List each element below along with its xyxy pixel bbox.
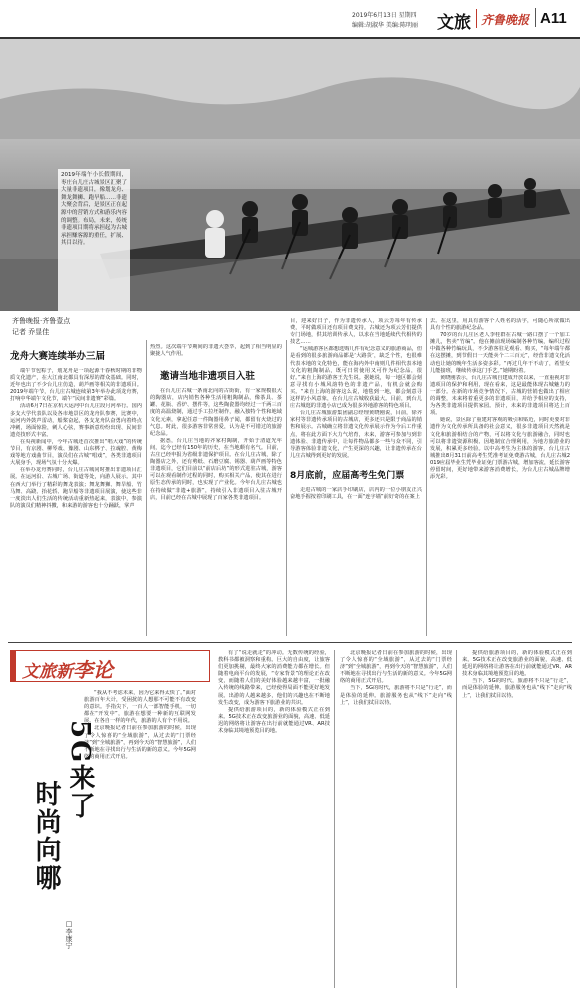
column-paragraph: 北京晚报记者日前在参加旅游的时候，出现了令人惊喜的“全域旅游”，从过去的“门票经济”到“全城旅游”，再到今天的“智慧旅游”，人们不断地在寻找出行与生活的新的意义。今年5G网络的商用正式开启。 <box>340 650 452 685</box>
col3-paragraph: 目，迎来好日子，作为非遗传承人，项云芳每年有传承费，平时做项目还有项目费支持。古城还为项云芳们提供专门场地，供其培训传承人，以求在当地延续代代相传的技艺…… <box>290 318 422 346</box>
column-2 <box>150 340 282 640</box>
column-paragraph: 当下，5G的时代，旅游将不只是“行走”，而是体验的延伸。旅游服务也从“线下”走向“线上”，让我们拭目以待。 <box>462 678 572 699</box>
col3-paragraph: “运城游客区都想选购几件有纪念意义的旅游商品，但是看到的很多旅游商品都是‘大路货’，缺乏个性，也很难代表本地的文化特色，能在海内外中南则几件相代表本地文化的粗陶制品，既可日常使用又可作为纪念品，很好。”来自上海的游客王先生说。据她说，每一地区都会刻意寻找有小城风韵特色的非遗产品，有机会就会购买。“来自上海的游客这么说，地毯到一地，都会刻意寻这样的小风意象，在台儿庄古城收获最大。目前，到台儿庄古城逛的非遗小店已成为很多外地游客的特色项目。 <box>290 346 422 410</box>
column-paragraph: 当下，5G的时代，旅游将不只是“行走”，而是体验的延伸。旅游服务也从“线下”走向“线上”，让我们拭目以待。 <box>340 685 452 706</box>
header-editor: 编辑:胡淑华 美编:陈明丽 <box>352 22 418 29</box>
subhead-heritage-stores: 邀请当地非遗项目入驻 <box>160 371 256 383</box>
col1-paragraph: 端午节包粽子，划龙舟是一项起源千春秋时期的非物质文化遗产，在大江南北都具有深厚的群众基础。同时，近年也出了不少台儿庄仿造，葫芦画等相关的非遗项目。2019年端午节，台儿庄古城连续第3年举办此项龙舟赛，打响中华端午文化节，端午“民间非遗赛”彩篇。 <box>10 368 142 403</box>
byline-source: 齐鲁晚报·齐鲁壹点 <box>12 317 71 325</box>
header-bar <box>0 0 580 38</box>
section-label: 文旅 <box>437 13 471 33</box>
column-banner-accent: 李论 <box>73 658 113 682</box>
col2-paragraph: 在台儿庄古城一条南北向的古街街，有一家规模很大的陶器店，店内销售各种生活用粗陶制品，像茶具、茶罐、花瓶、香炉、摆件等，这些陶瓷器均经过一千两三百度的高温烧制，通过手工拉坯制作，融入独特个性和地域文化元素，拿起任意一件陶器用鼻子闻，都留有火烧过的气息。时此，很多游客非常喜爱，认为是不可错过的旅游纪念品。 <box>150 388 282 437</box>
dragon-boat-photo <box>0 39 580 311</box>
column-4 <box>430 318 570 640</box>
column-author: □李康宁 <box>65 920 73 949</box>
page-number-text: A11 <box>540 10 567 27</box>
column-text-d <box>462 650 572 990</box>
col2-paragraph: 据悉，台儿庄当地的齐家村陶制，开始于清道光年间，迄今已经有150年的历史，在当地颇有名气。目前，古庄已经申报为省级非遗保护项目。在台儿庄古城，除了陶器店之外，还有剪纸、石磨豆腐、锡器、葫芦画等特色非遗项目，它们目前以“前店后坊”的形式进驻古城，游客可以在观看制作过程的同时，购买相关产品，使其在进行原生态传承的同时，也实现了产业化。今年台儿庄古城也在持续做“非遗+旅游”，持续引入非遗项目入驻古城开店，目前已经在古城中展现了百家各类非遗项目。 <box>150 437 282 501</box>
col4-paragraph: 去。在这里，用具有游客个人姓名的活字，可随心所欲做出具有个性的旅游纪念品。 <box>430 318 570 332</box>
vertical-title-1: 5G来了 <box>65 720 95 821</box>
column-3 <box>290 318 422 640</box>
column-divider <box>286 340 287 636</box>
page-number <box>535 8 567 27</box>
column-divider <box>334 650 335 988</box>
col1-paragraph: 在央视新闻中，今年古城还首次推出“唱大戏”的传统节目，有京剧、柳琴戏、豫剧、山东梆子、拉魂腔、黄梅戏等地方戏曲节目，演员们在古城“唱戏”，各类非遗项目大展身手，现场气氛十分火爆。 <box>10 438 142 467</box>
column-paragraph: 提供给旅游项目的，新的体验模式正在到来。5G技术正在改变旅游业的面貌，高速、低延迟的网络将让游客在出行前就能通过VR、AR技术身临其境地预览目的地。 <box>218 706 330 735</box>
col2-paragraph: 热烈。这次端午节期间的非遗大荟萃，起到了相当明显的聚拢人气作用。 <box>150 344 282 358</box>
byline-reporter: 记者 乔显佳 <box>12 328 50 336</box>
subhead-dragon-boat: 龙舟大赛连续举办三届 <box>10 351 106 362</box>
column-divider <box>426 318 427 636</box>
vertical-title-2: 时尚向哪 <box>31 780 61 892</box>
column-divider <box>146 340 147 636</box>
col1-paragraph: 活动6月7日在京杭大运河中台儿庄段月河举行。国内多支大学代表队以及各市地景区的龙舟队参赛，比赛中，运河内外鼓声雷动，船桨奋起，各支龙舟队奋勇向着终点冲刺，场面惊险，刺人心弦，赛事新意纷纷出现、民间非遗竞技形式丰富。 <box>10 403 142 438</box>
column-paragraph: 北京晚报记者日前在参加旅游的时候，出现了令人惊喜的“全域旅游”，从过去的“门票经济”到“全城旅游”，再到今天的“智慧旅游”，人们不断地在寻找出行与生活的新的意义。今年5G网络的商用正式开启。 <box>84 725 196 760</box>
column-banner <box>10 650 210 682</box>
col1-paragraph: 在举办龙舟赛同时，台儿庄古城同时推出非遗项目汇展。在运河沿、古城广场、街道等处，向游人展示。其中在西大门举行了精彩的舞龙表演；舞龙舞狮、舞旱船、竹马舞、高跷、抬花轿、跑旱船等非遗项目展演，使这些非一度淡出人们生活的传统活动重新热起来，表演中，参演队的演员们精神抖擞，和来游的游客也十分踊跃，掌声 <box>10 467 142 509</box>
col3-paragraph: 台儿庄古城旅游集团副总经理黄晓刚说，目前，徐齐家村等非遗传承项目的古城店，更多还只是限于商品的销售和展示。古城确立将非遗文化传承展示作为今后工作重点，将在此方面下大力气培育，未来，游客可参加与到非遗体验、非遗传承中，让每件物品都多一些与众不同，引导游客体验非遗文化，产生更深的兴趣，让非遗传承在台儿庄古城得到更好的发展。 <box>290 410 422 459</box>
col4-paragraph: 70岁的台儿庄区老人李桂群在古城一路口摆了一个加工摊儿，售卖“竹编”。他在摊前现场编制各种竹编，编织过程中做各种竹编玩具，不少游客驻足观看、购买，“每年端午都在这摆摊，到节假日一天能卖个二三百元”，经营非遗文化活动也让她的晚年生活多姿多彩。“再过几年干不动了，希望女儿能接班，继续传承这门手艺。”她期盼着。 <box>430 332 570 374</box>
column-paragraph: “我从不考虑未来，因为它来得太快了。”面对旅游百年大计，受困扰的人想那不可能不有改变的意识。手指尖下，一百人一部智能手机，一切都在“开发中”，旅游在想要一种新的互联网发展。在各自一样的年代，旅游的人有个不用说。 <box>84 690 196 725</box>
col3-paragraph: 走进古城的一家店手印刷店，店内的一位小朋友正兴奋地手握按着印刷工具，在一面“连字墙”前好奇的在案上 <box>290 486 422 500</box>
photo-caption: 2019年端午小长假期间，枣庄台儿庄古城景区汇聚了大量非遗项目，像划龙舟、舞龙舞狮、跑旱船……非遗大聚会背后，是景区正在起源中的营销方式和游乐内容的调整。布局，未来，传统非遗项目期将承担起为古城承担赚客源的重任，扩展、其目以待。 <box>61 172 128 247</box>
column-banner-text: 文旅新 <box>22 662 73 682</box>
col4-paragraph: 黄晓刚表示，台儿庄古城自建成开放以来，一直重视对非遗项目的保护和利用，现在看来，这是最能体现古城魅力的一部分。在新的市场竞争情况下，古城的营销也做出了相应的调整，未来将着重更多的非遗项目，并给予相应的支持，为各类非遗项目提供家园。预计，未来的非遗项目将达上百项。 <box>430 374 570 417</box>
photo-caption-box <box>58 169 130 311</box>
column-paragraph: 提供给旅游项目的，新的体验模式正在到来。5G技术正在改变旅游业的面貌，高速、低延迟的网络将让游客在出行前就能通过VR、AR技术身临其境地预览目的地。 <box>462 650 572 678</box>
column-divider <box>456 650 457 988</box>
column-text-a <box>84 690 196 990</box>
header-date: 2019年6月13日 星期四 <box>352 12 417 19</box>
section-divider <box>8 642 572 643</box>
column-text-c <box>340 650 452 990</box>
col4-paragraph: 她说，景区除了重建对客观的吸引和贴近，同时更要对非遗作为文化传承所具备的社会意义，很多非遗项目天然就是文化和旅游相结合的产物，可以将文化与旅游融合，同时也可以将非遗资源积极、因地制宜合理利用，为地方旅游业的发展，积累更多经验。以中高考生为主体的游客，台儿庄古城推出8月31日前高考生凭准考证免费游古城，台儿庄古城2019应届毕业生凭毕业证免门票游古城，增加客流，延长游客停留时间，更好地带来游客消费增长，为台儿庄古城品牌增添光彩。 <box>430 417 570 481</box>
column-text-b <box>218 650 330 990</box>
column-1 <box>10 340 142 640</box>
column-paragraph: 有了“说走就走”的冲动。无数传统的经验，教科书都被洞察和重构。巨大的自由度，让旅客们更加挑剔，最终大家的消费能力都在增长。但随着电商平台的发展，“专家背景”的理论正在改变，而随着人们的美好体验越来越丰富，一批融入传统的线路带来，已经使得局面不能更好地发展。出游的人越来越多，他们的兴趣也在不断地发生改变，成为游客下旅游业的共识。 <box>218 650 330 706</box>
paper-logo-text: 齐鲁晚报 <box>481 13 530 27</box>
paper-logo <box>476 9 530 28</box>
subhead-free-tickets: 8月底前，应届高考生免门票 <box>290 470 405 481</box>
